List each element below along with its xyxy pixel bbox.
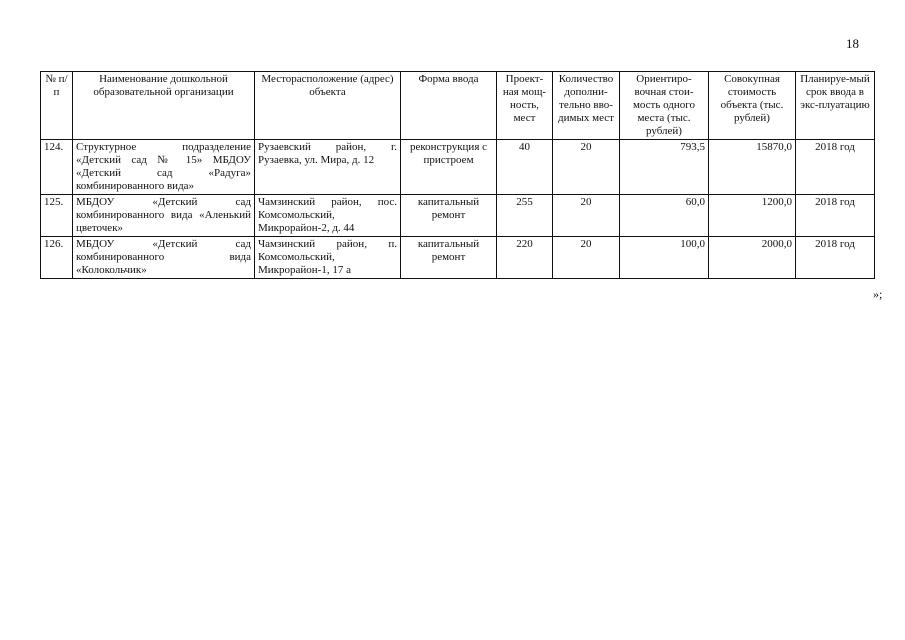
header-total-cost: Совокупная стоимость объекта (тыс. рублей)	[709, 72, 796, 140]
table-header-row	[41, 72, 875, 140]
header-extra-places: Количество дополни-тельно вво-димых мест	[553, 72, 620, 140]
header-term: Планируе-мый срок ввода в экс-плуатацию	[796, 72, 875, 140]
row-form: капитальный ремонт	[401, 195, 497, 237]
row-term: 2018 год	[796, 140, 875, 195]
row-capacity: 40	[497, 140, 553, 195]
header-address: Месторасположение (адрес) объекта	[255, 72, 401, 140]
row-name: Структурное подразделение «Детский сад № 15» МБДОУ «Детский сад «Радуга» комбинированного вида»	[73, 140, 255, 195]
row-name: МБДОУ «Детский сад комбинированного вида «Колокольчик»	[73, 237, 255, 279]
row-total-cost: 1200,0	[709, 195, 796, 237]
header-name: Наименование дошкольной образовательной организации	[73, 72, 255, 140]
row-cost-per-place: 60,0	[620, 195, 709, 237]
header-capacity: Проект-ная мощ-ность, мест	[497, 72, 553, 140]
page-number: 18	[846, 36, 859, 51]
row-extra-places: 20	[553, 140, 620, 195]
row-total-cost: 15870,0	[709, 140, 796, 195]
row-form: реконструкция с пристроем	[401, 140, 497, 195]
row-capacity: 255	[497, 195, 553, 237]
closing-quote-mark: »;	[873, 287, 883, 301]
row-extra-places: 20	[553, 237, 620, 279]
header-num: № п/п	[41, 72, 73, 140]
kindergarten-objects-table	[40, 71, 875, 279]
row-total-cost: 2000,0	[709, 237, 796, 279]
table-row	[41, 140, 875, 195]
row-capacity: 220	[497, 237, 553, 279]
row-num: 126.	[41, 237, 73, 279]
row-form: капитальный ремонт	[401, 237, 497, 279]
header-form: Форма ввода	[401, 72, 497, 140]
row-term: 2018 год	[796, 195, 875, 237]
row-name: МБДОУ «Детский сад комбинированного вида «Аленький цветочек»	[73, 195, 255, 237]
table-row	[41, 195, 875, 237]
row-address: Рузаевский район, г. Рузаевка, ул. Мира, д. 12	[255, 140, 401, 195]
row-num: 125.	[41, 195, 73, 237]
row-num: 124.	[41, 140, 73, 195]
table-row	[41, 237, 875, 279]
row-cost-per-place: 793,5	[620, 140, 709, 195]
row-extra-places: 20	[553, 195, 620, 237]
header-cost-per-place: Ориентиро-вочная стои-мость одного места (тыс. рублей)	[620, 72, 709, 140]
row-cost-per-place: 100,0	[620, 237, 709, 279]
row-address: Чамзинский район, пос. Комсомольский, Микрорайон-2, д. 44	[255, 195, 401, 237]
row-term: 2018 год	[796, 237, 875, 279]
row-address: Чамзинский район, п. Комсомольский, Микрорайон-1, 17 а	[255, 237, 401, 279]
